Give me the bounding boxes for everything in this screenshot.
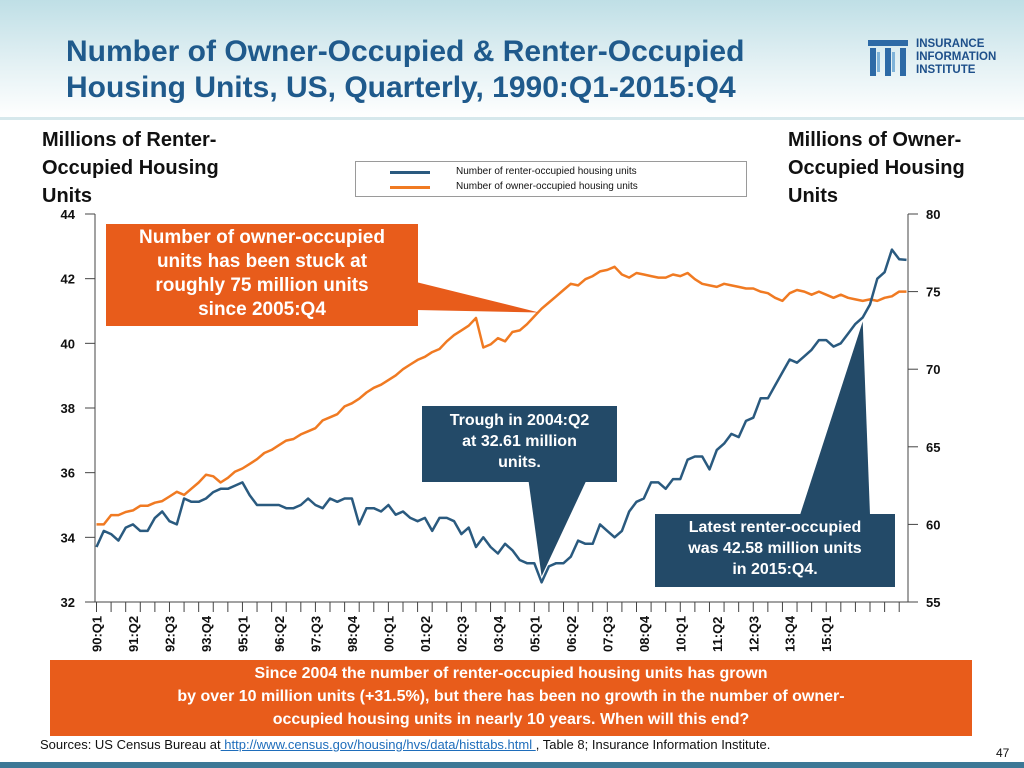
sources-suffix: , Table 8; Insurance Information Institute.	[535, 737, 771, 752]
sources-link[interactable]: http://www.census.gov/housing/hvs/data/histtabs.html	[220, 737, 536, 752]
x-tick-label: 93:Q4	[198, 615, 214, 652]
title-line-2: Housing Units, US, Quarterly, 1990:Q1-2015:Q4	[66, 71, 736, 104]
x-tick-label: 98:Q4	[344, 615, 360, 652]
sources-line	[40, 737, 770, 752]
left-axis-tick-label: 36	[60, 465, 75, 481]
left-axis-tick-label: 44	[60, 207, 75, 222]
annotation-trough-line-1: Trough in 2004:Q2	[449, 412, 590, 429]
annotation-latest-line-2: was 42.58 million units	[688, 540, 862, 557]
logo-line-2: INFORMATION	[916, 51, 997, 63]
x-tick-label: 02:Q3	[454, 615, 470, 652]
right-axis-tick-label: 70	[926, 362, 941, 378]
right-axis-tick-label: 65	[926, 439, 941, 455]
x-tick-label: 01:Q2	[417, 615, 433, 652]
legend-label-renter: Number of renter-occupied housing units	[456, 166, 637, 177]
right-axis-title-line-1: Millions of Owner-	[788, 129, 962, 151]
left-axis-tick-label: 40	[60, 336, 75, 352]
left-axis-tick-label: 38	[60, 401, 75, 416]
x-tick-label: 90:Q1	[89, 615, 105, 652]
x-tick-label: 12:Q3	[746, 615, 762, 652]
sources-prefix: Sources: US Census Bureau at	[40, 737, 221, 752]
x-tick-label: 00:Q1	[381, 615, 397, 652]
x-tick-label: 13:Q4	[782, 615, 798, 652]
footer-bar	[0, 762, 1024, 768]
legend-label-owner: Number of owner-occupied housing units	[456, 181, 638, 192]
annotation-owner-stuck-line-1: Number of owner-occupied	[139, 227, 385, 248]
left-axis-tick-label: 34	[60, 530, 75, 546]
right-axis-title-line-3: Units	[788, 185, 838, 207]
annotation-trough	[422, 406, 617, 482]
x-tick-label: 06:Q2	[563, 615, 579, 652]
title-line-1: Number of Owner-Occupied & Renter-Occupied	[66, 35, 745, 68]
x-tick-label: 92:Q3	[162, 615, 178, 652]
x-tick-label: 08:Q4	[636, 615, 652, 652]
left-axis-title-line-2: Occupied Housing	[42, 157, 219, 179]
x-tick-label: 91:Q2	[125, 615, 141, 652]
annotation-latest-line-1: Latest renter-occupied	[688, 519, 862, 536]
right-axis-tick-label: 75	[926, 284, 941, 300]
x-tick-label: 95:Q1	[235, 615, 251, 652]
left-axis-title-line-1: Millions of Renter-	[42, 129, 217, 151]
annotation-trough-line-3: units.	[498, 454, 541, 471]
annotation-trough-line-2: at 32.61 million	[462, 433, 577, 450]
logo-line-3: INSTITUTE	[916, 64, 976, 76]
x-tick-label: 96:Q2	[271, 615, 287, 652]
x-tick-label: 03:Q4	[490, 615, 506, 652]
left-axis-tick-label: 32	[60, 595, 75, 610]
x-tick-label: 11:Q2	[709, 616, 725, 652]
right-axis-tick-label: 60	[926, 517, 941, 533]
x-tick-label: 97:Q3	[308, 615, 324, 652]
right-axis-title-line-2: Occupied Housing	[788, 157, 965, 179]
bottom-banner-line-2: by over 10 million units (+31.5%), but there has been no growth in the number of owner-	[177, 688, 845, 705]
right-axis-tick-label: 80	[926, 207, 941, 222]
annotation-owner-stuck-line-3: roughly 75 million units	[155, 275, 369, 296]
annotation-owner-stuck-line-4: since 2005:Q4	[198, 299, 326, 320]
annotation-latest-line-3: in 2015:Q4.	[732, 561, 818, 578]
page-number: 47	[996, 746, 1010, 760]
bottom-banner	[50, 660, 972, 736]
bottom-banner-line-1: Since 2004 the number of renter-occupied housing units has grown	[254, 665, 768, 682]
x-tick-label: 15:Q1	[819, 615, 835, 652]
left-axis-tick-label: 42	[60, 271, 75, 287]
bottom-banner-line-3: occupied housing units in nearly 10 years. When will this end?	[272, 711, 750, 728]
trough-callout-pointer	[528, 477, 588, 576]
owner-callout-pointer	[416, 282, 539, 312]
annotation-owner-stuck-line-2: units has been stuck at	[156, 251, 368, 272]
annotation-owner-stuck	[106, 224, 418, 326]
right-axis-tick-label: 55	[926, 595, 941, 610]
left-axis-title-line-3: Units	[42, 185, 92, 207]
x-tick-label: 10:Q1	[673, 615, 689, 652]
annotation-latest	[655, 514, 895, 587]
logo-line-1: INSURANCE	[916, 38, 985, 50]
x-tick-label: 05:Q1	[527, 615, 543, 652]
x-tick-label: 07:Q3	[600, 615, 616, 652]
